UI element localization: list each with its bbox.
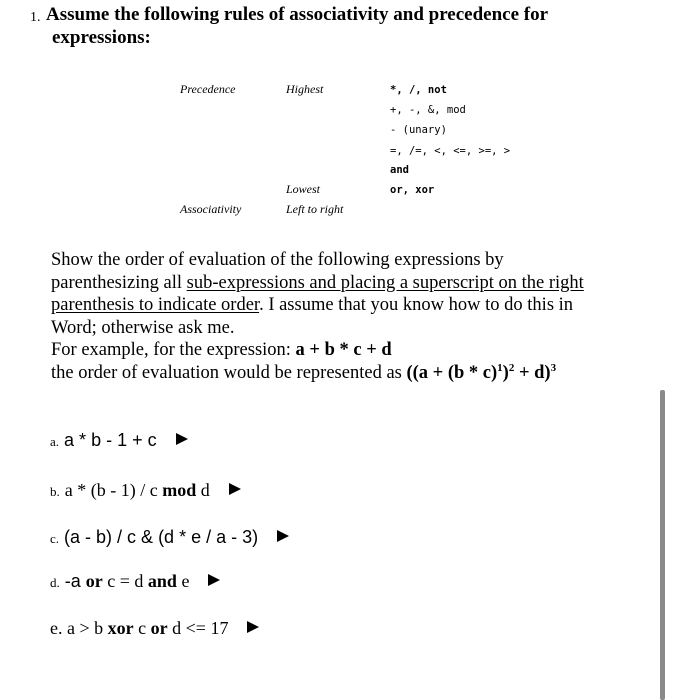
associativity-label: Associativity [180,202,242,216]
highest-label: Highest [286,82,324,96]
item-c [50,527,289,548]
instructions-line-2 [51,272,584,295]
precedence-level-2: +, -, &, mod [390,104,466,116]
play-arrow-icon[interactable] [176,433,188,445]
expr-part: c [133,618,151,638]
item-e [50,618,259,639]
instructions-line-3 [51,294,584,317]
item-letter: c. [50,531,60,546]
item-expression [63,618,229,638]
keyword: or [150,618,168,638]
play-arrow-icon[interactable] [247,621,259,633]
superscript: 2 [508,361,515,374]
superscript: 3 [550,361,557,374]
scrollbar[interactable] [660,390,665,700]
precedence-level-6: or, xor [390,184,435,196]
item-expression [65,571,190,591]
example-answer-line [51,362,584,385]
item-d [50,571,220,592]
answer-part: ) [502,362,509,383]
item-letter: d. [50,575,60,590]
item-a [50,430,188,451]
answer-part: + d) [514,362,551,383]
item-expression: a * b - 1 + c [64,430,157,450]
expr-part: d [196,480,210,500]
question-title-line-2: expressions: [52,27,151,48]
example-expression: a + b * c + d [295,340,392,360]
keyword: or [85,571,103,591]
instructions [51,249,584,384]
item-letter: b. [50,484,60,499]
precedence-label: Precedence [180,82,236,96]
expr-part: e [176,571,190,591]
instructions-text: For example, for the expression: [51,340,296,360]
keyword: mod [162,480,197,500]
item-expression: (a - b) / c & (d * e / a - 3) [64,527,259,547]
superscript: 1 [497,361,503,374]
play-arrow-icon[interactable] [208,574,220,586]
precedence-level-3: - (unary) [390,124,447,136]
example-expression-line [51,339,584,362]
expr-part: a * (b - 1) / c [64,480,163,500]
question-number: 1. [30,10,41,25]
underlined-text: sub-expressions and placing a superscript on the right [186,272,584,293]
precedence-level-4: =, /=, <, <=, >=, > [390,145,511,157]
expr-part: a > b [62,618,108,638]
item-b [50,480,241,501]
instructions-line-1: Show the order of evaluation of the following expressions by [51,250,504,270]
item-letter: a. [50,434,60,449]
answer-part: ((a + (b * c) [406,362,498,383]
keyword: xor [107,618,134,638]
item-expression [65,480,210,500]
precedence-level-1: *, /, not [390,84,447,96]
associativity-value: Left to right [286,202,344,216]
underlined-text: parenthesis to indicate order [51,295,260,315]
question-title-line-1: Assume the following rules of associativity and precedence for [46,4,549,25]
item-letter: e. [50,618,63,638]
instructions-text: . I assume that you know how to do this in [259,295,574,315]
instructions-text: parenthesizing all [51,272,187,293]
expr-part: d <= 17 [167,618,229,638]
instructions-line-4: Word; otherwise ask me. [51,317,235,338]
precedence-level-5: and [390,164,409,176]
expr-part: c = d [102,571,148,591]
lowest-label: Lowest [286,182,321,196]
keyword: and [147,571,177,591]
play-arrow-icon[interactable] [229,483,241,495]
expr-part: -a [64,571,86,591]
play-arrow-icon[interactable] [277,530,289,542]
instructions-text: the order of evaluation would be represented as [51,362,407,383]
example-answer [406,363,556,383]
